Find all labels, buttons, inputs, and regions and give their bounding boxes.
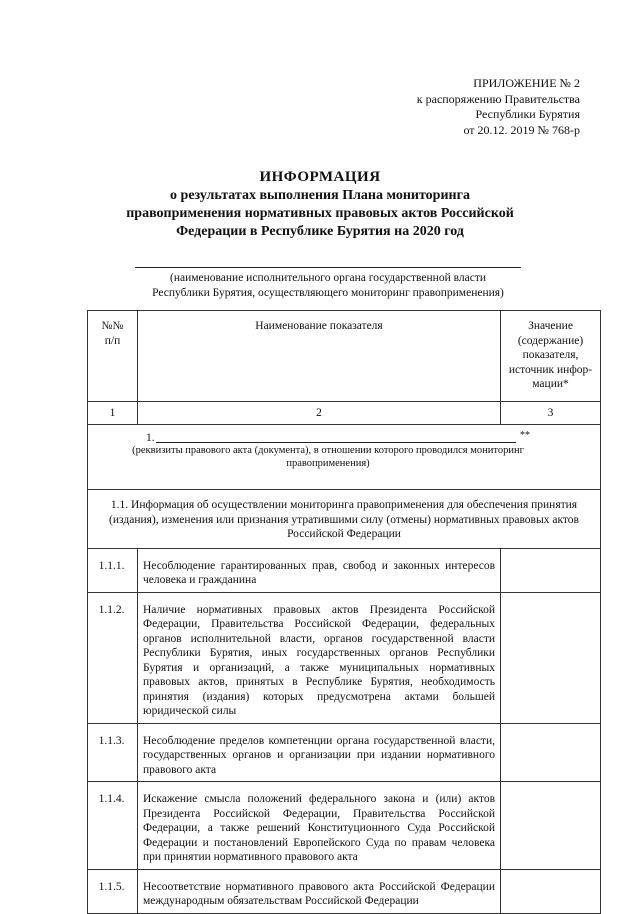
org-name-caption	[120, 271, 536, 301]
appendix-line: к распоряжению Правительства	[416, 91, 580, 106]
section-row	[88, 490, 601, 549]
row-number: 1.1.3.	[88, 723, 138, 782]
table-row	[88, 869, 601, 913]
document-heading: ИНФОРМАЦИЯ	[259, 169, 381, 185]
subtitle-line: о результатах выполнения Плана мониторинга	[170, 188, 470, 203]
org-name-line	[135, 267, 521, 268]
table-row	[88, 723, 601, 782]
act-blank-line	[156, 442, 516, 443]
row-value	[501, 548, 601, 592]
row-text: Несоблюдение гарантированных прав, свобод и законных интересов человека и гражданина	[138, 548, 501, 592]
header-name-text: Наименование показателя	[255, 320, 383, 332]
row-text: Наличие нормативных правовых актов Президента Российской Федерации, Правительства Российской Федерации, федеральных органов исполнительной власти, органов государственной власти Республики Бурятия, иных государственных органов Республики Бурятия и организаций, а также муниципальных нормативных правовых актов, принятых в Республике Бурятия, необходимость принятия (издания) которых предусмотрена актами большей юридической силы	[138, 592, 501, 723]
column-number: 3	[501, 402, 601, 425]
appendix-title: ПРИЛОЖЕНИЕ № 2	[473, 76, 580, 90]
header-num	[88, 311, 138, 402]
row-value	[501, 723, 601, 782]
row-number: 1.1.5.	[88, 869, 138, 913]
monitoring-table	[87, 310, 601, 914]
row-value	[501, 782, 601, 870]
appendix-date: от 20.12. 2019 № 768-р	[463, 122, 580, 137]
row-number: 1.1.2.	[88, 592, 138, 723]
header-value	[501, 311, 601, 402]
table-header-row	[88, 311, 601, 402]
table-row	[88, 592, 601, 723]
row-value	[501, 592, 601, 723]
header-name	[138, 311, 501, 402]
column-number-row	[88, 402, 601, 425]
subtitle-line: правоприменения нормативных правовых актов Российской	[126, 206, 514, 221]
row-number: 1.1.1.	[88, 548, 138, 592]
act-requisites-cell	[88, 425, 601, 490]
column-number: 1	[88, 402, 138, 425]
act-footnote-mark: **	[520, 430, 530, 441]
column-number: 2	[138, 402, 501, 425]
appendix-block	[320, 76, 580, 138]
act-requisites-row	[88, 425, 601, 490]
row-text: Несоблюдение пределов компетенции органа государственной власти, государственных органов и организации при издании нормативного правового акта	[138, 723, 501, 782]
document-subtitle	[80, 187, 560, 241]
caption-line: (наименование исполнительного органа государственной власти	[169, 272, 487, 284]
row-number: 1.1.4.	[88, 782, 138, 870]
row-value	[501, 869, 601, 913]
appendix-line: Республики Бурятия	[475, 107, 580, 121]
caption-line: Республики Бурятия, осуществляющего мониторинг правоприменения)	[152, 287, 504, 299]
act-number: 1.	[146, 432, 155, 444]
table-row	[88, 548, 601, 592]
row-text: Несоответствие нормативного правового акта Российской Федерации международным обязательствам Российской Федерации	[138, 869, 501, 913]
subtitle-line: Федерации в Республике Бурятия на 2020 год	[176, 224, 464, 239]
act-caption: (реквизиты правового акта (документа), в отношении которого проводился мониторинг правоприменения)	[132, 445, 524, 469]
header-value-text: Значение (содержание) показателя, источник инфор-мации*	[508, 320, 593, 390]
row-text: Искажение смысла положений федерального закона и (или) актов Президента Российской Федерации, Правительства Российской Федерации, а также решений Конституционного Суда Российской Федерации и постановлений Европейского Суда по правам человека при принятии нормативного правового акта	[138, 782, 501, 870]
header-num-text: №№ п/п	[101, 320, 124, 347]
table-row	[88, 782, 601, 870]
section-cell: 1.1. Информация об осуществлении мониторинга правоприменения для обеспечения принятия (издания), изменения или признания утратившими силу (отмены) нормативных правовых актов Российской Федерации	[88, 490, 601, 549]
